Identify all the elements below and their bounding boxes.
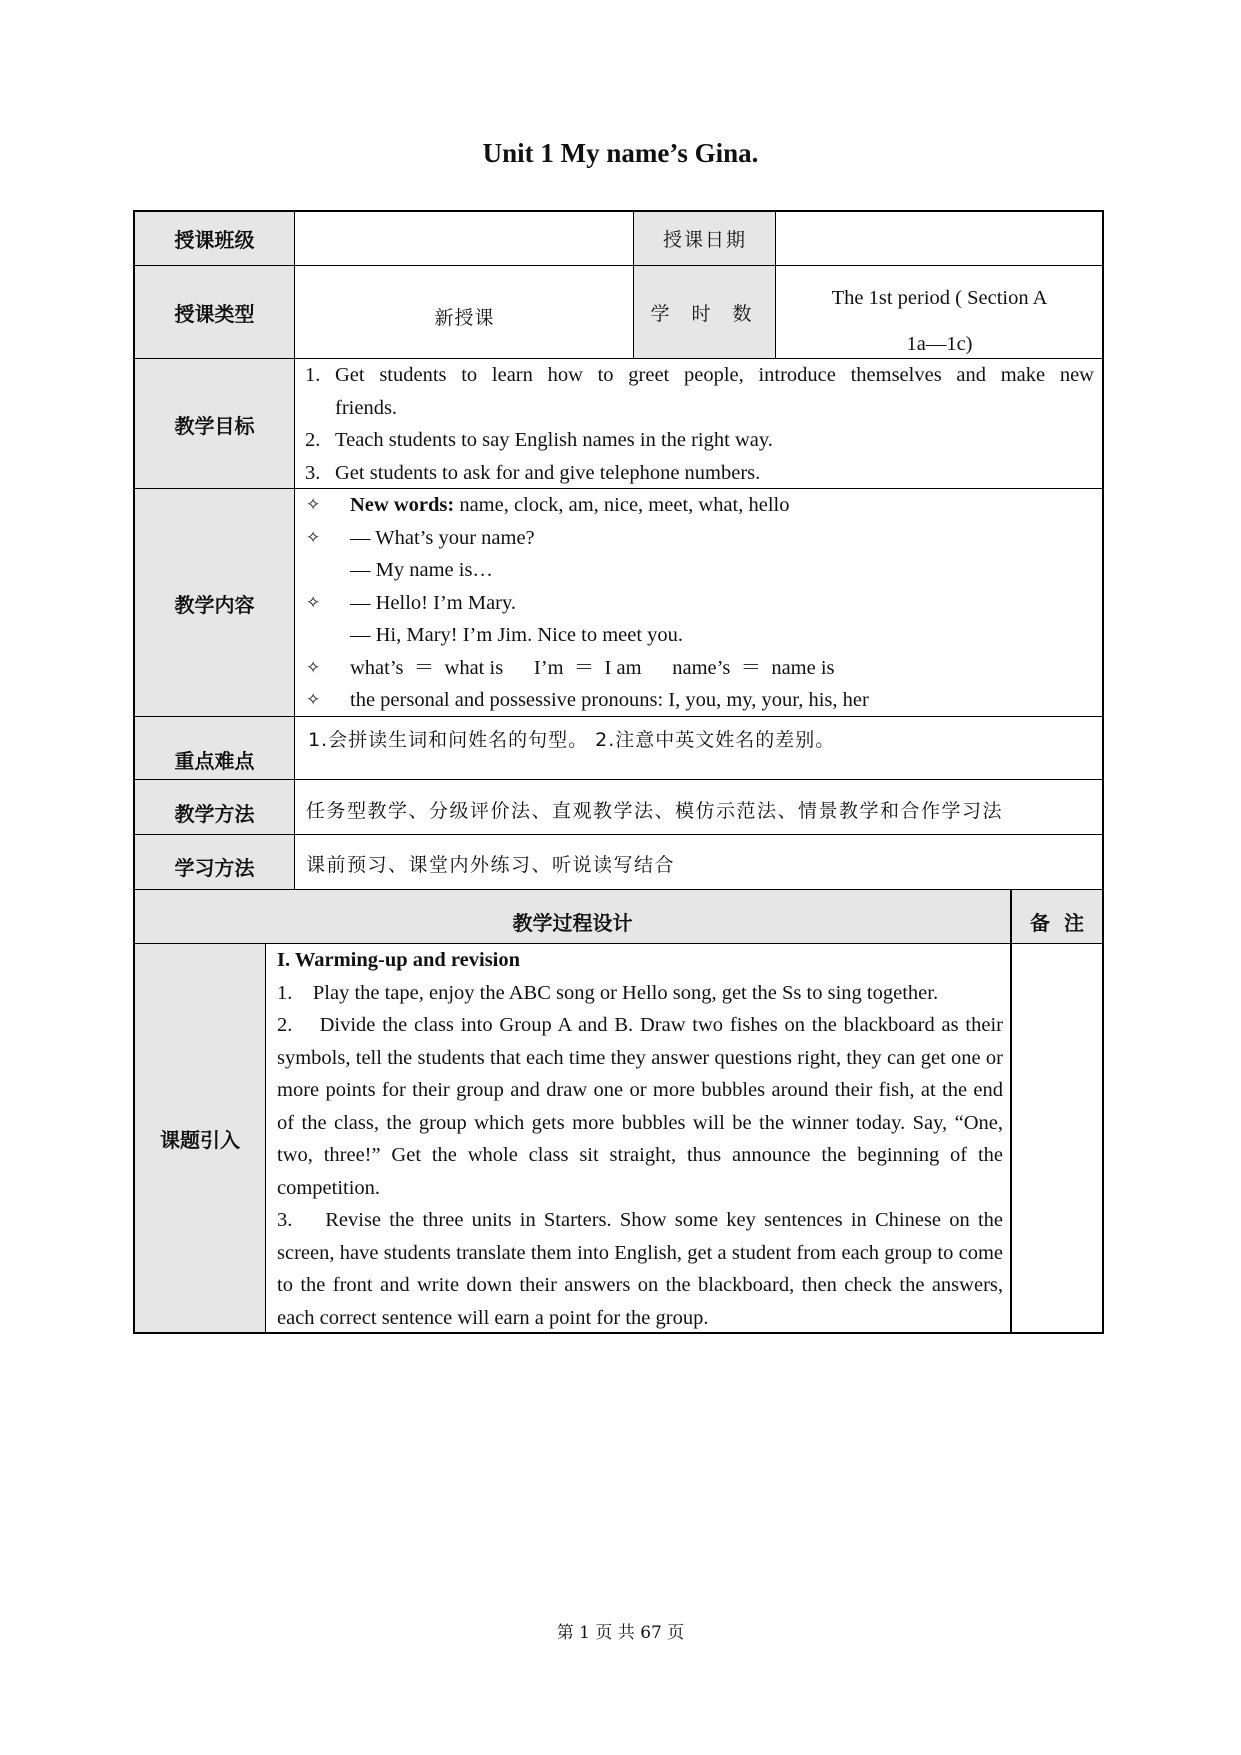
key-points-label: 重点难点 <box>134 717 295 780</box>
objective-text: Get students to learn how to greet people, introduce themselves and make new friends. <box>335 364 1094 419</box>
content-item <box>306 554 1096 587</box>
objective-item <box>305 424 1094 457</box>
step-1: 1. Play the tape, enjoy the ABC song or Hello song, get the Ss to sing together. <box>277 981 939 1004</box>
hours-value-line1: The 1st period ( Section A <box>831 287 1048 309</box>
dialogue-answer: — Hi, Mary! I’m Jim. Nice to meet you. <box>350 624 684 646</box>
new-words: name, clock, am, nice, meet, what, hello <box>454 494 790 516</box>
date-value <box>776 211 1103 266</box>
learning-methods-label: 学习方法 <box>134 835 295 890</box>
hours-value-line2: 1a—1c) <box>906 333 973 355</box>
hours-value <box>776 275 1103 359</box>
content-item <box>306 489 1096 522</box>
content-label: 教学内容 <box>134 489 295 717</box>
process-header: 教学过程设计 <box>134 890 1011 944</box>
new-words-label: New words: <box>350 494 455 516</box>
content-item <box>306 522 1096 555</box>
step-3: 3. Revise the three units in Starters. Show some key sentences in Chinese on the screen, have students translate them into English, get a student from each group to come to the front and write down their answers on the blackboard, then check the answers, each correct sentence will earn a point for the group. <box>277 1209 1009 1329</box>
notes-header: 备 注 <box>1011 890 1103 944</box>
teaching-methods-label: 教学方法 <box>134 780 295 835</box>
objective-text: Get students to ask for and give telephone numbers. <box>335 461 761 484</box>
pronouns: the personal and possessive pronouns: I, you, my, your, his, her <box>350 689 869 711</box>
page-footer: 第 1 页 共 67 页 <box>556 1623 685 1643</box>
objective-text: Teach students to say English names in the right way. <box>335 429 773 451</box>
dialogue-question: — Hello! I’m Mary. <box>350 591 517 614</box>
diamond-bullet-icon: ✧ <box>306 527 321 548</box>
content-list <box>306 489 1096 717</box>
intro-content <box>277 944 1009 1334</box>
diamond-bullet-icon: ✧ <box>306 592 321 613</box>
diamond-bullet-icon: ✧ <box>306 495 321 515</box>
type-label: 授课类型 <box>134 266 295 359</box>
notes-value <box>1011 944 1103 1333</box>
class-label: 授课班级 <box>134 211 295 266</box>
content-item <box>306 652 1096 685</box>
objective-number: 1. <box>305 364 321 386</box>
hours-label: 学 时 数 <box>634 266 776 359</box>
document-title: Unit 1 My name’s Gina. <box>482 138 759 168</box>
section-title: I. Warming-up and revision <box>277 949 521 971</box>
objective-number: 3. <box>305 461 321 484</box>
objective-item <box>305 457 1094 490</box>
class-value <box>295 211 634 266</box>
content-item <box>306 587 1096 620</box>
date-label: 授课日期 <box>634 211 776 266</box>
content-item <box>306 619 1096 652</box>
key-points-value: 1.会拼读生词和问姓名的句型。 2.注意中英文姓名的差别。 <box>308 729 836 751</box>
dialogue-answer: — My name is… <box>350 559 493 581</box>
step-2: 2. Divide the class into Group A and B. Draw two fishes on the blackboard as their symbols, tell the students that each time they answer questions right, they can get one or more points for their group and draw one or more bubbles around their fish, at the end of the class, the group which gets more bubbles will be the winner today. Say, “One, two, three!” Get the whole class sit straight, thus announce the beginning of the competition. <box>277 1014 1009 1199</box>
content-item <box>306 684 1096 717</box>
type-value: 新授课 <box>434 307 495 329</box>
contractions: what’s ＝ what is I’m ＝ I am name’s ＝ name is <box>350 656 835 679</box>
dialogue-question: — What’s your name? <box>350 526 535 549</box>
objective-number: 2. <box>305 429 321 451</box>
intro-label: 课题引入 <box>134 944 266 1333</box>
diamond-bullet-icon: ✧ <box>306 657 321 678</box>
objectives-label: 教学目标 <box>134 359 295 489</box>
objective-item <box>305 359 1094 424</box>
learning-methods-value: 课前预习、课堂内外练习、听说读写结合 <box>306 854 676 876</box>
objectives-list <box>305 359 1094 489</box>
diamond-bullet-icon: ✧ <box>306 690 321 710</box>
teaching-methods-value: 任务型教学、分级评价法、直观教学法、模仿示范法、情景教学和合作学习法 <box>306 800 1004 822</box>
